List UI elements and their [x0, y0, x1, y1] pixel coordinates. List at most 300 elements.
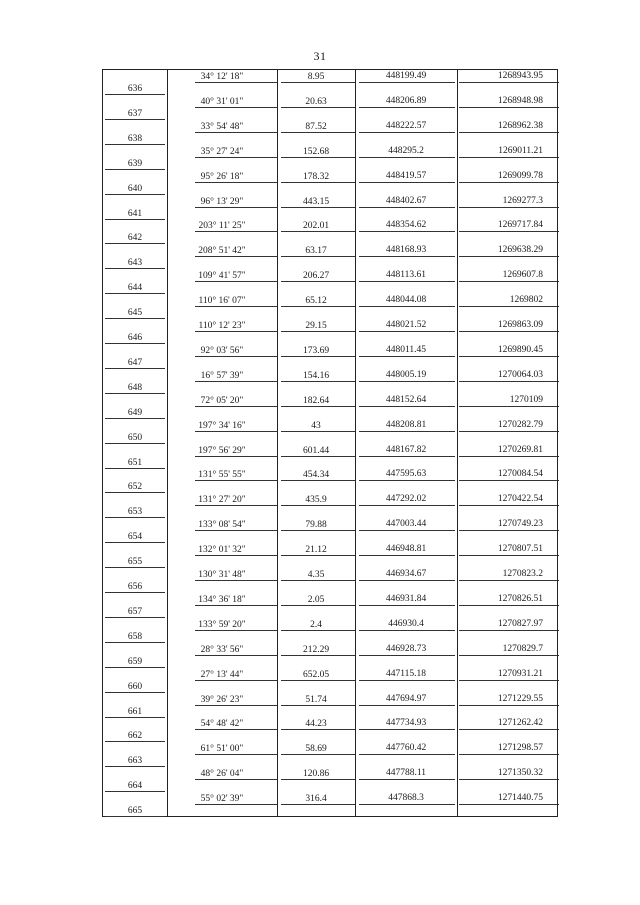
row-rule — [359, 680, 455, 681]
row-rule — [281, 680, 355, 681]
y-coordinate-text: 1269802 — [509, 295, 543, 306]
y-coordinate — [457, 219, 559, 231]
row-rule — [459, 306, 559, 307]
point-number: 661 — [127, 706, 143, 717]
y-coordinate — [457, 195, 559, 207]
row-rule — [195, 680, 277, 681]
row-rule — [195, 555, 277, 556]
row-rule — [459, 256, 559, 257]
segment-distance: 4.35 — [307, 570, 325, 580]
row-rule — [359, 530, 455, 531]
point-number: 649 — [127, 407, 143, 418]
row-rule — [281, 82, 355, 83]
bearing-angle: 39° 26' 23" — [200, 694, 244, 705]
table-row — [103, 294, 557, 319]
row-rule — [195, 530, 277, 531]
y-coordinate — [457, 717, 559, 729]
y-coordinate — [457, 344, 559, 356]
bearing-angle: 92° 03' 56" — [200, 345, 244, 356]
segment-distance: 316.4 — [305, 794, 327, 805]
row-rule — [281, 456, 355, 457]
bearing-angle: 35° 27' 24" — [200, 146, 244, 157]
row-rule — [281, 281, 355, 282]
row-rule — [459, 331, 559, 332]
segment-distance: 454.34 — [302, 470, 330, 481]
y-coordinate-text: 1270282.79 — [497, 419, 543, 430]
row-rule — [195, 456, 277, 457]
row-rule — [459, 281, 559, 282]
row-rule — [359, 505, 455, 506]
table-row — [103, 568, 557, 593]
y-coordinate — [457, 767, 559, 779]
table-row — [103, 170, 557, 195]
row-rule — [459, 480, 559, 481]
x-coordinate: 448168.93 — [385, 245, 427, 256]
bearing-angle: 203° 11' 25" — [198, 221, 246, 232]
bearing-angle: 16° 57' 39" — [200, 370, 244, 381]
bearing-angle: 96° 13' 29" — [200, 196, 244, 207]
y-coordinate — [457, 294, 559, 306]
x-coordinate: 448222.57 — [385, 120, 427, 131]
point-number: 645 — [127, 308, 143, 319]
row-rule — [459, 107, 559, 108]
table-row — [103, 543, 557, 568]
row-rule — [359, 256, 455, 257]
table-row — [103, 792, 557, 817]
x-coordinate: 446931.84 — [385, 593, 427, 604]
row-rule — [459, 804, 559, 805]
row-rule — [281, 779, 355, 780]
x-coordinate: 448206.89 — [385, 95, 427, 106]
row-rule — [195, 779, 277, 780]
page-number: 31 — [313, 49, 327, 63]
y-coordinate-text: 1270931.21 — [497, 668, 543, 679]
row-rule — [459, 779, 559, 780]
table-row — [103, 444, 557, 469]
point-number: 654 — [127, 532, 143, 543]
row-rule — [459, 406, 559, 407]
segment-distance: 178.32 — [302, 171, 330, 182]
point-number: 658 — [127, 631, 143, 642]
table-row — [103, 618, 557, 643]
row-rule — [359, 356, 455, 357]
row-rule — [359, 779, 455, 780]
y-coordinate — [457, 394, 559, 406]
row-rule — [281, 530, 355, 531]
segment-distance: 29.15 — [305, 321, 327, 331]
segment-distance: 79.88 — [305, 520, 327, 531]
bearing-angle: 133° 08' 54" — [198, 520, 246, 531]
point-number: 646 — [127, 333, 143, 343]
y-coordinate-text: 1269011.21 — [498, 145, 543, 156]
x-coordinate: 447734.93 — [385, 718, 427, 729]
table-row — [103, 244, 557, 269]
point-number: 656 — [127, 582, 143, 592]
x-coordinate: 448005.19 — [385, 369, 427, 380]
y-coordinate-text: 1268943.95 — [497, 71, 543, 81]
segment-distance: 63.17 — [305, 246, 327, 257]
y-coordinate — [457, 444, 559, 456]
row-rule — [195, 505, 277, 506]
segment-distance: 202.01 — [302, 221, 330, 232]
row-rule — [195, 754, 277, 755]
row-rule — [459, 456, 559, 457]
row-rule — [459, 630, 559, 631]
table-row — [103, 95, 557, 120]
table-row — [103, 668, 557, 693]
y-coordinate-text: 1270422.54 — [497, 494, 543, 505]
row-rule — [359, 182, 455, 183]
row-rule — [281, 107, 355, 108]
x-coordinate: 446934.67 — [385, 569, 427, 579]
row-rule — [359, 82, 455, 83]
row-rule — [359, 157, 455, 158]
x-coordinate: 448113.61 — [385, 270, 427, 281]
segment-distance: 58.69 — [305, 744, 327, 755]
row-rule — [359, 555, 455, 556]
y-coordinate-text: 1270084.54 — [497, 469, 543, 480]
bearing-angle: 110° 16' 07" — [198, 296, 246, 307]
row-rule — [281, 256, 355, 257]
row-rule — [195, 729, 277, 730]
y-coordinate-text: 1269890.45 — [497, 344, 543, 355]
row-rule — [359, 480, 455, 481]
row-rule — [195, 630, 277, 631]
row-rule — [359, 705, 455, 706]
row-rule — [459, 157, 559, 158]
x-coordinate: 448419.57 — [385, 170, 427, 181]
y-coordinate — [457, 543, 559, 555]
segment-distance: 435.9 — [305, 495, 327, 506]
row-rule — [195, 82, 277, 83]
row-rule — [281, 157, 355, 158]
row-rule — [195, 256, 277, 257]
row-rule — [281, 207, 355, 208]
row-rule — [195, 406, 277, 407]
y-coordinate-text: 1269863.09 — [497, 320, 543, 330]
row-rule — [195, 306, 277, 307]
point-number: 640 — [127, 183, 143, 194]
row-rule — [281, 605, 355, 606]
row-rule — [195, 804, 277, 805]
y-coordinate — [457, 145, 559, 157]
row-rule — [459, 754, 559, 755]
y-coordinate-text: 1268962.38 — [497, 120, 543, 131]
bearing-angle: 34° 12' 18" — [200, 72, 244, 82]
row-rule — [359, 231, 455, 232]
row-rule — [195, 431, 277, 432]
row-rule — [195, 182, 277, 183]
row-rule — [359, 655, 455, 656]
x-coordinate: 447694.97 — [385, 693, 427, 704]
y-coordinate — [457, 568, 559, 580]
point-number: 652 — [127, 482, 143, 493]
y-coordinate — [457, 369, 559, 381]
bearing-angle: 33° 54' 48" — [200, 121, 244, 132]
table-row — [103, 145, 557, 170]
x-coordinate: 447868.3 — [388, 793, 424, 804]
y-coordinate-text: 1271350.32 — [497, 768, 543, 779]
table-row — [103, 195, 557, 220]
x-coordinate: 448402.67 — [385, 195, 427, 206]
row-rule — [459, 555, 559, 556]
table-row — [103, 70, 557, 95]
y-coordinate-text: 1271298.57 — [497, 743, 543, 754]
row-rule — [359, 431, 455, 432]
row-rule — [195, 580, 277, 581]
y-coordinate — [457, 319, 559, 331]
row-rule — [359, 729, 455, 730]
row-rule — [281, 555, 355, 556]
table-row — [103, 493, 557, 518]
point-number: 650 — [127, 432, 143, 443]
row-rule — [195, 705, 277, 706]
row-rule — [195, 331, 277, 332]
row-rule — [281, 431, 355, 432]
row-rule — [359, 306, 455, 307]
x-coordinate: 448208.81 — [385, 419, 427, 430]
row-rule — [281, 306, 355, 307]
y-coordinate — [457, 170, 559, 182]
table-row — [103, 369, 557, 394]
y-coordinate — [457, 643, 559, 655]
segment-distance: 206.27 — [302, 271, 330, 282]
y-coordinate-text: 1270064.03 — [497, 369, 543, 380]
point-number: 647 — [127, 357, 143, 368]
segment-distance: 173.69 — [302, 345, 330, 356]
y-coordinate — [457, 518, 559, 530]
row-rule — [359, 605, 455, 606]
row-rule — [195, 107, 277, 108]
row-rule — [281, 630, 355, 631]
row-rule — [359, 381, 455, 382]
x-coordinate: 446930.4 — [388, 618, 424, 629]
bearing-angle: 197° 56' 29" — [198, 445, 246, 456]
segment-distance: 212.29 — [302, 644, 330, 655]
y-coordinate — [457, 493, 559, 505]
row-rule — [459, 431, 559, 432]
segment-distance: 20.63 — [305, 96, 327, 107]
row-rule — [195, 381, 277, 382]
y-coordinate-text: 1270109 — [509, 394, 543, 405]
row-rule — [359, 754, 455, 755]
segment-distance: 152.68 — [302, 146, 330, 157]
point-number: 659 — [127, 656, 143, 667]
x-coordinate: 448167.82 — [385, 444, 427, 455]
point-number: 655 — [127, 557, 143, 568]
bearing-angle: 109° 41' 57" — [198, 271, 246, 282]
x-coordinate: 447115.18 — [385, 668, 427, 679]
row-rule — [281, 331, 355, 332]
bearing-angle: 130° 31' 48" — [198, 570, 246, 580]
bearing-angle: 48° 26' 04" — [200, 769, 244, 780]
row-rule — [459, 381, 559, 382]
segment-distance: 652.05 — [302, 669, 330, 680]
bearing-angle: 131° 55' 55" — [198, 470, 246, 481]
y-coordinate-text: 1270827.97 — [497, 618, 543, 629]
row-rule — [459, 231, 559, 232]
row-rule — [459, 580, 559, 581]
y-coordinate — [457, 95, 559, 107]
table-row — [103, 120, 557, 145]
y-coordinate-text: 1270807.51 — [497, 544, 543, 555]
table-row — [103, 344, 557, 369]
segment-distance: 120.86 — [302, 769, 330, 780]
y-coordinate — [457, 792, 559, 804]
bearing-angle: 110° 12' 23" — [198, 321, 246, 331]
y-coordinate — [457, 618, 559, 630]
bearing-angle: 132° 01' 32" — [198, 545, 246, 556]
point-number: 651 — [127, 457, 143, 468]
bearing-angle: 27° 13' 44" — [200, 669, 244, 680]
row-rule — [359, 804, 455, 805]
point-number: 653 — [127, 507, 143, 518]
row-rule — [281, 406, 355, 407]
table-row — [103, 419, 557, 444]
x-coordinate: 448354.62 — [385, 220, 427, 231]
table-row — [103, 742, 557, 767]
bearing-angle: 197° 34' 16" — [198, 420, 246, 431]
y-coordinate-text: 1269717.84 — [497, 220, 543, 231]
y-coordinate — [457, 593, 559, 605]
row-rule — [195, 281, 277, 282]
table-row — [103, 643, 557, 668]
segment-distance: 43 — [311, 420, 321, 431]
y-coordinate-text: 1269277.3 — [502, 195, 543, 206]
y-coordinate-text: 1271440.75 — [497, 793, 543, 804]
point-number: 639 — [127, 158, 143, 169]
y-coordinate-text: 1270823.2 — [502, 569, 543, 579]
row-rule — [195, 605, 277, 606]
segment-distance: 601.44 — [302, 445, 330, 456]
y-coordinate — [457, 244, 559, 256]
row-rule — [195, 480, 277, 481]
row-rule — [281, 729, 355, 730]
row-rule — [195, 655, 277, 656]
x-coordinate: 448021.52 — [385, 320, 427, 330]
table-row — [103, 593, 557, 618]
row-rule — [195, 207, 277, 208]
y-coordinate — [457, 419, 559, 431]
x-coordinate: 447292.02 — [385, 494, 427, 505]
point-number: 663 — [127, 756, 143, 767]
segment-distance: 44.23 — [305, 719, 327, 730]
bearing-angle: 134° 36' 18" — [198, 594, 246, 605]
row-rule — [281, 804, 355, 805]
row-rule — [281, 580, 355, 581]
row-rule — [459, 605, 559, 606]
x-coordinate: 448011.45 — [385, 344, 427, 355]
point-number: 664 — [127, 781, 143, 792]
bearing-angle: 133° 59' 20" — [198, 619, 246, 630]
bearing-angle: 208° 51' 42" — [198, 246, 246, 257]
table-row — [103, 717, 557, 742]
x-coordinate: 447760.42 — [385, 743, 427, 754]
segment-distance: 154.16 — [302, 370, 330, 381]
y-coordinate — [457, 742, 559, 754]
table-row — [103, 394, 557, 419]
y-coordinate — [457, 120, 559, 132]
x-coordinate: 448295.2 — [388, 145, 424, 156]
row-rule — [459, 132, 559, 133]
row-rule — [281, 754, 355, 755]
y-coordinate-text: 1269638.29 — [497, 245, 543, 256]
bearing-angle: 95° 26' 18" — [200, 171, 244, 182]
point-number: 648 — [127, 382, 143, 393]
point-number: 657 — [127, 606, 143, 617]
x-coordinate: 448152.64 — [385, 394, 427, 405]
x-coordinate: 447003.44 — [385, 519, 427, 530]
point-number: 636 — [127, 84, 143, 94]
row-rule — [195, 231, 277, 232]
y-coordinate-text: 1269607.8 — [502, 270, 543, 281]
row-rule — [281, 381, 355, 382]
table-row — [103, 269, 557, 294]
point-number: 660 — [127, 681, 143, 692]
point-number: 643 — [127, 258, 143, 269]
y-coordinate — [457, 70, 559, 82]
segment-distance: 21.12 — [305, 545, 327, 556]
y-coordinate-text: 1268948.98 — [497, 95, 543, 106]
segment-distance: 2.05 — [307, 594, 325, 605]
row-rule — [281, 182, 355, 183]
point-number: 665 — [127, 806, 143, 817]
y-coordinate — [457, 668, 559, 680]
bearing-angle: 61° 51' 00" — [200, 744, 244, 755]
y-coordinate — [457, 468, 559, 480]
point-number: 637 — [127, 108, 143, 119]
row-rule — [359, 281, 455, 282]
segment-distance: 8.95 — [307, 72, 325, 82]
segment-distance: 182.64 — [302, 395, 330, 406]
row-rule — [459, 530, 559, 531]
x-coordinate: 446948.81 — [385, 544, 427, 555]
y-coordinate-text: 1271229.55 — [497, 693, 543, 704]
bearing-angle: 55° 02' 39" — [200, 794, 244, 805]
row-rule — [281, 705, 355, 706]
row-rule — [195, 132, 277, 133]
row-rule — [459, 680, 559, 681]
point-number: 642 — [127, 233, 143, 244]
segment-distance: 443.15 — [302, 196, 330, 207]
table-row — [103, 219, 557, 244]
x-coordinate: 448199.49 — [385, 71, 427, 81]
row-rule — [359, 406, 455, 407]
row-rule — [359, 107, 455, 108]
row-rule — [195, 356, 277, 357]
table-row — [103, 693, 557, 718]
segment-distance: 2.4 — [310, 619, 322, 630]
y-coordinate — [457, 693, 559, 705]
row-rule — [105, 816, 165, 817]
x-coordinate: 447595.63 — [385, 469, 427, 480]
row-rule — [459, 655, 559, 656]
bearing-angle: 54° 48' 42" — [200, 719, 244, 730]
row-rule — [459, 207, 559, 208]
x-coordinate: 446928.73 — [385, 643, 427, 654]
bearing-angle: 131° 27' 20" — [198, 495, 246, 506]
point-number: 638 — [127, 133, 143, 144]
y-coordinate-text: 1269099.78 — [497, 170, 543, 181]
y-coordinate-text: 1270269.81 — [497, 444, 543, 455]
row-rule — [195, 157, 277, 158]
coordinate-table — [102, 69, 558, 817]
table-row — [103, 518, 557, 543]
row-rule — [459, 705, 559, 706]
y-coordinate-text: 1270749.23 — [497, 519, 543, 530]
row-rule — [459, 505, 559, 506]
row-rule — [359, 132, 455, 133]
